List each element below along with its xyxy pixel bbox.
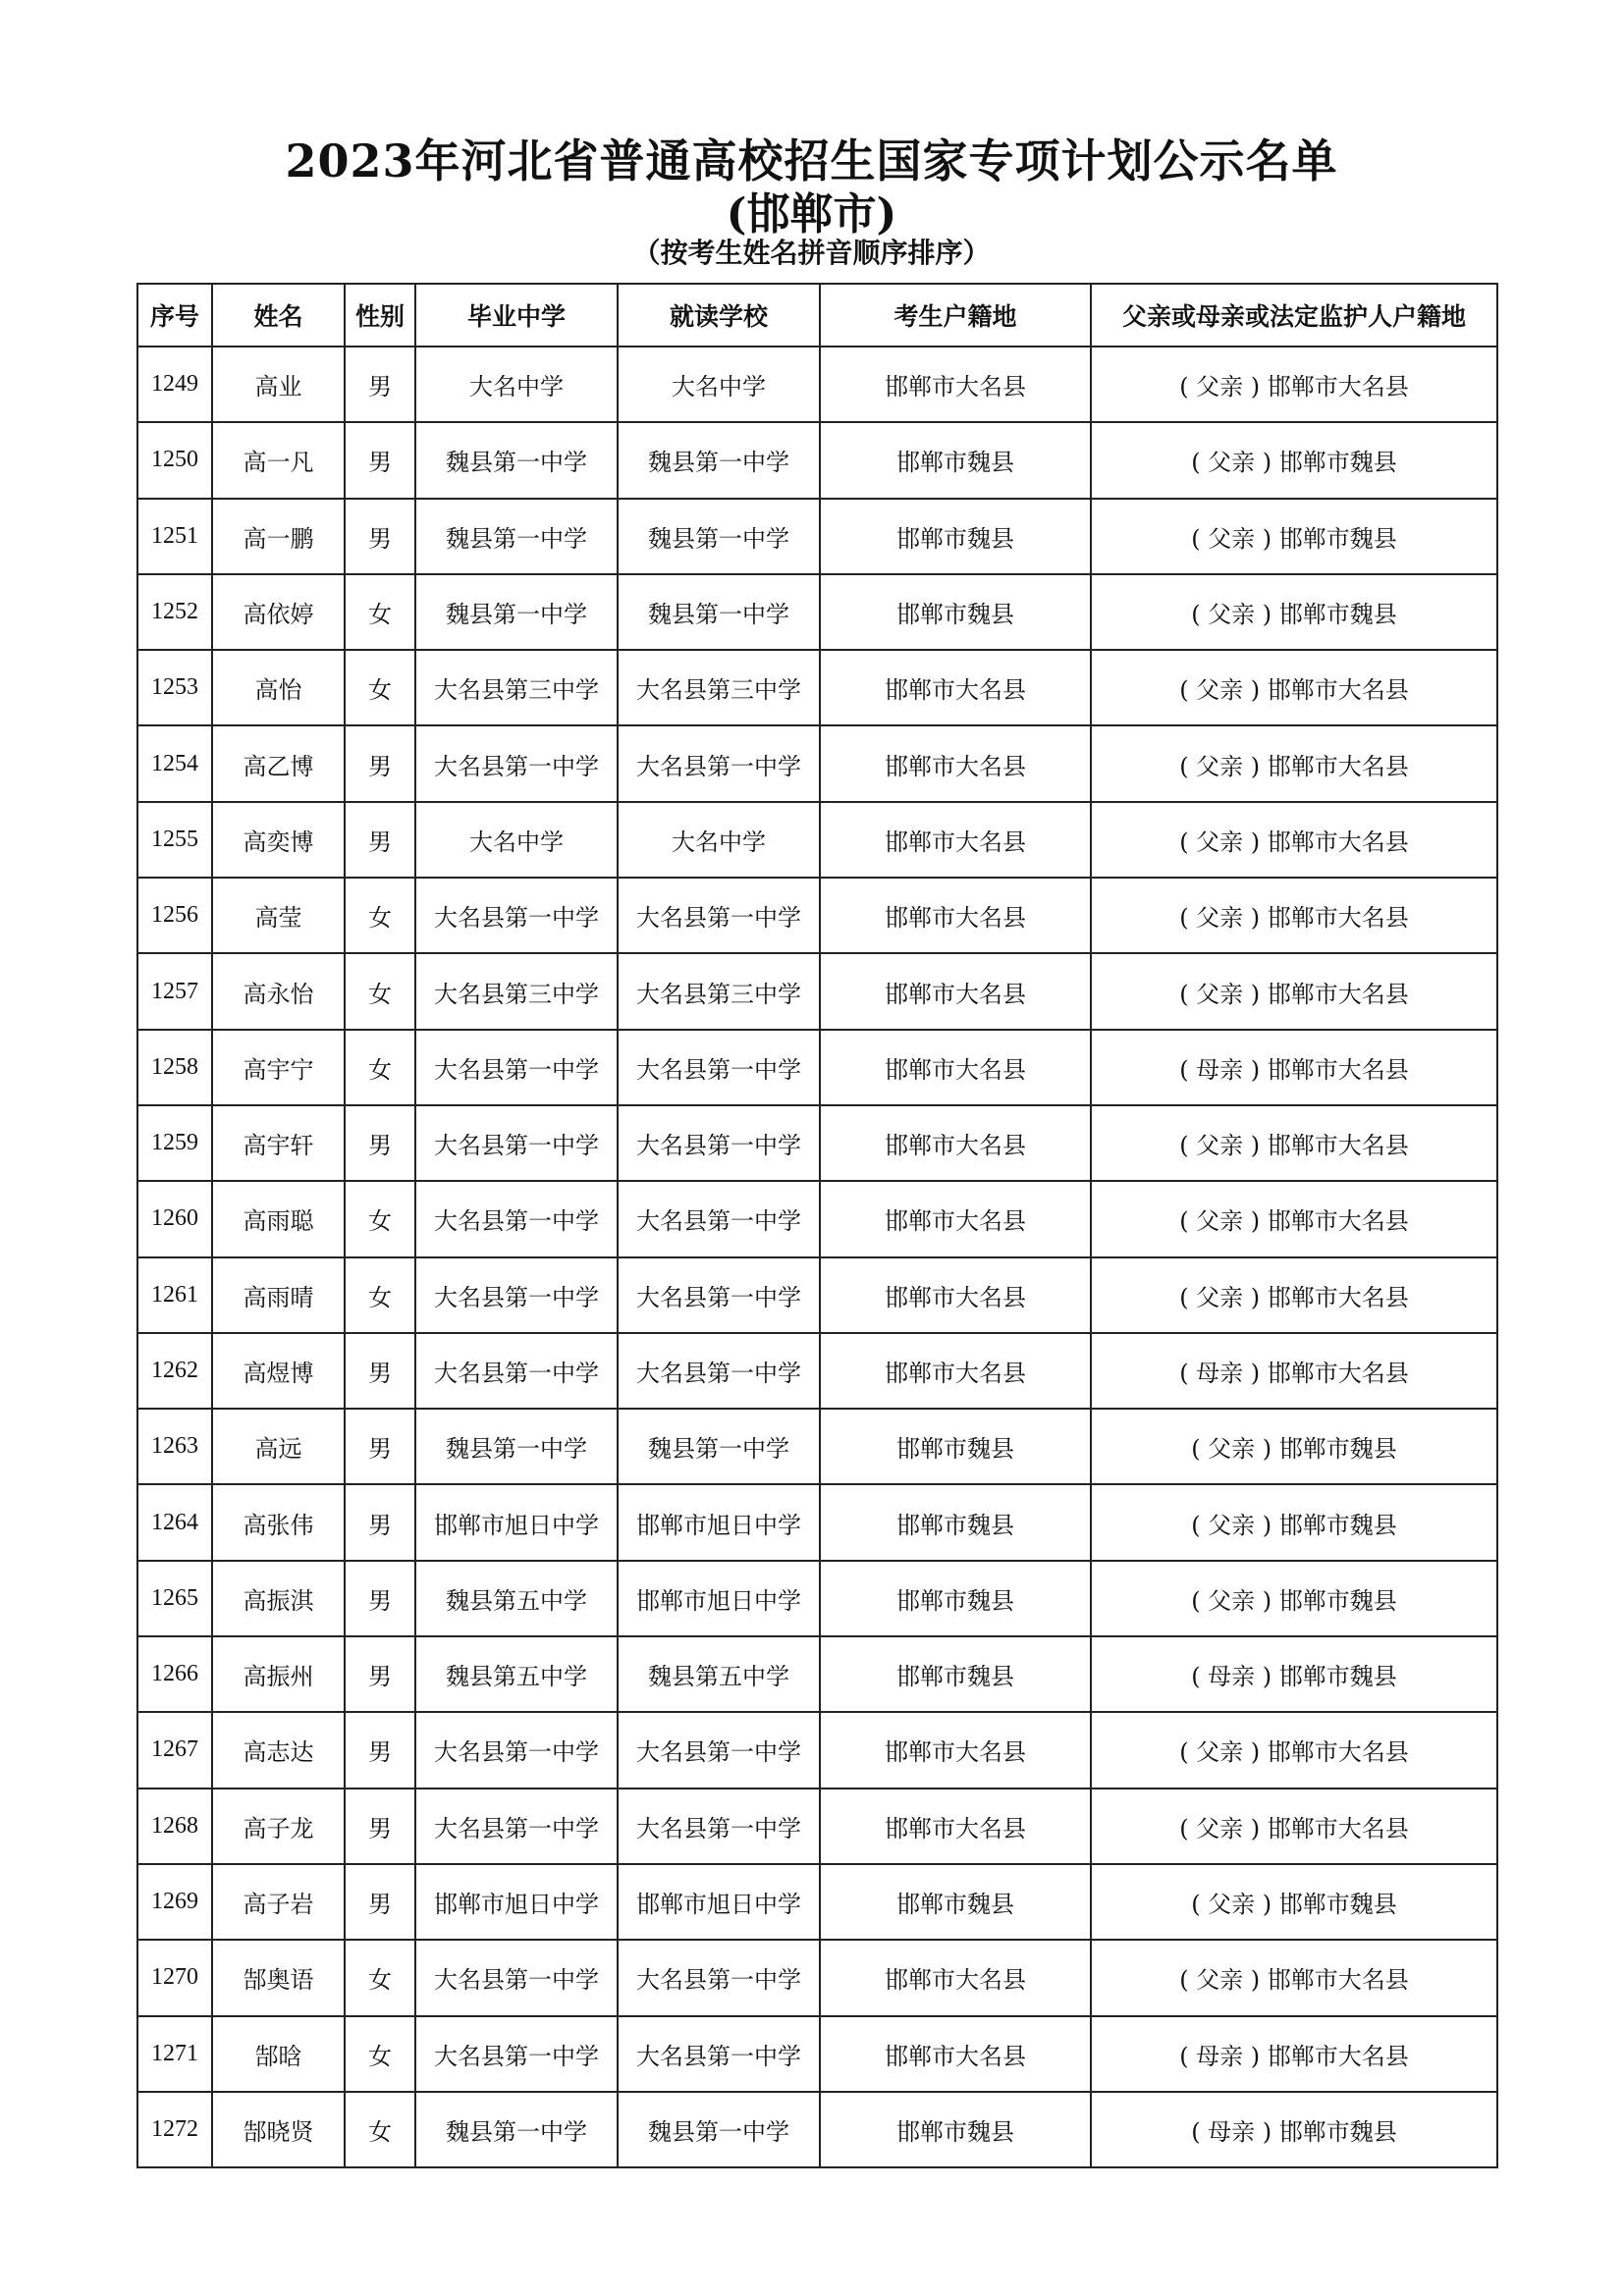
cell-current-school: 大名县第一中学 [618, 725, 820, 801]
cell-id: 1252 [137, 574, 212, 650]
cell-current-school: 大名县第一中学 [618, 1333, 820, 1409]
cell-current-school: 大名县第一中学 [618, 2016, 820, 2092]
table-row [137, 802, 1497, 878]
cell-grad-school: 大名县第一中学 [415, 1105, 618, 1181]
cell-gender: 男 [345, 347, 415, 422]
sort-note: （按考生姓名拼音顺序排序） [632, 237, 991, 269]
cell-name: 高一凡 [212, 422, 345, 498]
table-row [137, 1257, 1497, 1333]
cell-guardian-residence: ( 母亲 ) 邯郸市大名县 [1091, 1030, 1497, 1105]
cell-name: 高宇宁 [212, 1030, 345, 1105]
cell-current-school: 魏县第一中学 [618, 2092, 820, 2167]
table-row [137, 1864, 1497, 1940]
cell-name: 高煜博 [212, 1333, 345, 1409]
cell-name: 高振淇 [212, 1561, 345, 1636]
cell-guardian-residence: ( 父亲 ) 邯郸市大名县 [1091, 725, 1497, 801]
cell-name: 高依婷 [212, 574, 345, 650]
table-row [137, 1789, 1497, 1864]
cell-residence: 邯郸市大名县 [820, 1333, 1091, 1409]
cell-name: 郜晓贤 [212, 2092, 345, 2167]
cell-guardian-residence: ( 父亲 ) 邯郸市大名县 [1091, 878, 1497, 953]
cell-gender: 女 [345, 953, 415, 1029]
cell-id: 1254 [137, 725, 212, 801]
table-row [137, 1940, 1497, 2015]
cell-current-school: 大名县第一中学 [618, 878, 820, 953]
cell-id: 1249 [137, 347, 212, 422]
table-row [137, 953, 1497, 1029]
table-row [137, 1561, 1497, 1636]
cell-grad-school: 魏县第五中学 [415, 1636, 618, 1712]
table-row [137, 574, 1497, 650]
cell-grad-school: 大名县第一中学 [415, 878, 618, 953]
cell-current-school: 邯郸市旭日中学 [618, 1864, 820, 1940]
table-row [137, 1030, 1497, 1105]
header-grad-school: 毕业中学 [415, 284, 618, 347]
cell-current-school: 邯郸市旭日中学 [618, 1484, 820, 1560]
cell-id: 1268 [137, 1789, 212, 1864]
cell-grad-school: 大名县第一中学 [415, 1940, 618, 2015]
cell-id: 1251 [137, 499, 212, 574]
table-row [137, 725, 1497, 801]
cell-name: 高莹 [212, 878, 345, 953]
cell-grad-school: 魏县第五中学 [415, 1561, 618, 1636]
cell-current-school: 邯郸市旭日中学 [618, 1561, 820, 1636]
cell-guardian-residence: ( 父亲 ) 邯郸市大名县 [1091, 1940, 1497, 2015]
cell-id: 1271 [137, 2016, 212, 2092]
cell-grad-school: 魏县第一中学 [415, 2092, 618, 2167]
cell-id: 1269 [137, 1864, 212, 1940]
cell-gender: 男 [345, 1409, 415, 1484]
cell-id: 1265 [137, 1561, 212, 1636]
cell-id: 1267 [137, 1712, 212, 1788]
table-row [137, 1181, 1497, 1256]
cell-grad-school: 大名县第一中学 [415, 1333, 618, 1409]
cell-gender: 女 [345, 1181, 415, 1256]
cell-residence: 邯郸市大名县 [820, 1712, 1091, 1788]
header-name: 姓名 [212, 284, 345, 347]
cell-gender: 男 [345, 1712, 415, 1788]
cell-current-school: 魏县第一中学 [618, 574, 820, 650]
cell-guardian-residence: ( 父亲 ) 邯郸市大名县 [1091, 1181, 1497, 1256]
header-current-school: 就读学校 [618, 284, 820, 347]
cell-id: 1253 [137, 650, 212, 725]
cell-id: 1258 [137, 1030, 212, 1105]
cell-guardian-residence: ( 父亲 ) 邯郸市魏县 [1091, 1484, 1497, 1560]
cell-residence: 邯郸市魏县 [820, 1864, 1091, 1940]
cell-guardian-residence: ( 父亲 ) 邯郸市魏县 [1091, 499, 1497, 574]
cell-guardian-residence: ( 父亲 ) 邯郸市大名县 [1091, 347, 1497, 422]
table-row [137, 650, 1497, 725]
cell-name: 高志达 [212, 1712, 345, 1788]
cell-guardian-residence: ( 父亲 ) 邯郸市魏县 [1091, 1561, 1497, 1636]
cell-guardian-residence: ( 父亲 ) 邯郸市魏县 [1091, 422, 1497, 498]
cell-grad-school: 大名县第一中学 [415, 1257, 618, 1333]
cell-grad-school: 大名县第三中学 [415, 650, 618, 725]
table-body [137, 347, 1497, 2167]
cell-guardian-residence: ( 母亲 ) 邯郸市大名县 [1091, 2016, 1497, 2092]
cell-current-school: 魏县第一中学 [618, 422, 820, 498]
cell-residence: 邯郸市魏县 [820, 2092, 1091, 2167]
cell-current-school: 大名中学 [618, 347, 820, 422]
cell-grad-school: 大名县第三中学 [415, 953, 618, 1029]
cell-id: 1259 [137, 1105, 212, 1181]
cell-current-school: 魏县第五中学 [618, 1636, 820, 1712]
cell-guardian-residence: ( 父亲 ) 邯郸市大名县 [1091, 953, 1497, 1029]
cell-gender: 男 [345, 802, 415, 878]
roster-table [136, 283, 1498, 2168]
cell-gender: 男 [345, 1561, 415, 1636]
cell-grad-school: 魏县第一中学 [415, 422, 618, 498]
header-gender: 性别 [345, 284, 415, 347]
cell-gender: 女 [345, 2092, 415, 2167]
cell-current-school: 大名县第一中学 [618, 1789, 820, 1864]
table-row [137, 347, 1497, 422]
cell-current-school: 大名县第一中学 [618, 1030, 820, 1105]
cell-residence: 邯郸市魏县 [820, 422, 1091, 498]
cell-current-school: 大名县第一中学 [618, 1712, 820, 1788]
cell-id: 1272 [137, 2092, 212, 2167]
cell-id: 1255 [137, 802, 212, 878]
cell-residence: 邯郸市魏县 [820, 574, 1091, 650]
cell-guardian-residence: ( 父亲 ) 邯郸市大名县 [1091, 1105, 1497, 1181]
cell-gender: 男 [345, 1636, 415, 1712]
cell-grad-school: 大名中学 [415, 347, 618, 422]
cell-grad-school: 大名县第一中学 [415, 725, 618, 801]
cell-id: 1260 [137, 1181, 212, 1256]
cell-grad-school: 大名县第一中学 [415, 1181, 618, 1256]
cell-residence: 邯郸市大名县 [820, 2016, 1091, 2092]
cell-gender: 男 [345, 1789, 415, 1864]
cell-id: 1257 [137, 953, 212, 1029]
cell-residence: 邯郸市魏县 [820, 1636, 1091, 1712]
cell-gender: 女 [345, 878, 415, 953]
cell-gender: 女 [345, 1257, 415, 1333]
cell-guardian-residence: ( 父亲 ) 邯郸市大名县 [1091, 802, 1497, 878]
cell-current-school: 大名县第一中学 [618, 1105, 820, 1181]
cell-guardian-residence: ( 父亲 ) 邯郸市大名县 [1091, 1789, 1497, 1864]
cell-grad-school: 大名县第一中学 [415, 1789, 618, 1864]
header-id: 序号 [137, 284, 212, 347]
table-row [137, 1636, 1497, 1712]
cell-current-school: 大名县第三中学 [618, 953, 820, 1029]
cell-id: 1266 [137, 1636, 212, 1712]
cell-grad-school: 邯郸市旭日中学 [415, 1484, 618, 1560]
cell-grad-school: 大名县第一中学 [415, 1030, 618, 1105]
cell-name: 高乙博 [212, 725, 345, 801]
cell-name: 郜奥语 [212, 1940, 345, 2015]
cell-current-school: 大名中学 [618, 802, 820, 878]
cell-residence: 邯郸市魏县 [820, 1484, 1091, 1560]
cell-residence: 邯郸市大名县 [820, 347, 1091, 422]
cell-guardian-residence: ( 母亲 ) 邯郸市魏县 [1091, 1636, 1497, 1712]
cell-name: 高远 [212, 1409, 345, 1484]
cell-name: 高一鹏 [212, 499, 345, 574]
table-row [137, 1409, 1497, 1484]
cell-name: 高怡 [212, 650, 345, 725]
cell-grad-school: 魏县第一中学 [415, 1409, 618, 1484]
cell-grad-school: 大名县第一中学 [415, 1712, 618, 1788]
cell-residence: 邯郸市魏县 [820, 499, 1091, 574]
cell-id: 1261 [137, 1257, 212, 1333]
cell-id: 1250 [137, 422, 212, 498]
cell-gender: 男 [345, 422, 415, 498]
cell-residence: 邯郸市大名县 [820, 650, 1091, 725]
table-row [137, 1105, 1497, 1181]
cell-id: 1264 [137, 1484, 212, 1560]
cell-residence: 邯郸市大名县 [820, 725, 1091, 801]
cell-guardian-residence: ( 父亲 ) 邯郸市大名县 [1091, 650, 1497, 725]
cell-gender: 男 [345, 1105, 415, 1181]
cell-current-school: 大名县第一中学 [618, 1181, 820, 1256]
cell-grad-school: 魏县第一中学 [415, 499, 618, 574]
cell-name: 郜晗 [212, 2016, 345, 2092]
cell-guardian-residence: ( 母亲 ) 邯郸市大名县 [1091, 1333, 1497, 1409]
cell-residence: 邯郸市魏县 [820, 1409, 1091, 1484]
cell-guardian-residence: ( 母亲 ) 邯郸市魏县 [1091, 2092, 1497, 2167]
cell-grad-school: 邯郸市旭日中学 [415, 1864, 618, 1940]
cell-gender: 男 [345, 499, 415, 574]
cell-current-school: 大名县第三中学 [618, 650, 820, 725]
cell-gender: 男 [345, 1484, 415, 1560]
cell-residence: 邯郸市大名县 [820, 1105, 1091, 1181]
table-header-row [137, 284, 1497, 347]
cell-gender: 女 [345, 650, 415, 725]
table-row [137, 878, 1497, 953]
cell-current-school: 魏县第一中学 [618, 1409, 820, 1484]
cell-name: 高永怡 [212, 953, 345, 1029]
cell-residence: 邯郸市大名县 [820, 1181, 1091, 1256]
document-subtitle: (邯郸市) [726, 189, 897, 240]
cell-name: 高宇轩 [212, 1105, 345, 1181]
cell-gender: 女 [345, 1940, 415, 2015]
table-row [137, 1712, 1497, 1788]
cell-id: 1256 [137, 878, 212, 953]
cell-gender: 男 [345, 725, 415, 801]
cell-guardian-residence: ( 父亲 ) 邯郸市魏县 [1091, 574, 1497, 650]
cell-name: 高子龙 [212, 1789, 345, 1864]
cell-grad-school: 大名县第一中学 [415, 2016, 618, 2092]
table-row [137, 422, 1497, 498]
table-row [137, 2092, 1497, 2167]
cell-name: 高雨晴 [212, 1257, 345, 1333]
cell-name: 高张伟 [212, 1484, 345, 1560]
cell-name: 高业 [212, 347, 345, 422]
cell-id: 1262 [137, 1333, 212, 1409]
table-row [137, 2016, 1497, 2092]
cell-id: 1270 [137, 1940, 212, 2015]
table-row [137, 1484, 1497, 1560]
cell-grad-school: 大名中学 [415, 802, 618, 878]
cell-grad-school: 魏县第一中学 [415, 574, 618, 650]
cell-guardian-residence: ( 父亲 ) 邯郸市魏县 [1091, 1864, 1497, 1940]
document-title: 2023年河北省普通高校招生国家专项计划公示名单 [285, 134, 1338, 187]
table-row [137, 499, 1497, 574]
cell-current-school: 大名县第一中学 [618, 1257, 820, 1333]
table-row [137, 1333, 1497, 1409]
cell-gender: 女 [345, 2016, 415, 2092]
cell-residence: 邯郸市魏县 [820, 1561, 1091, 1636]
cell-gender: 女 [345, 1030, 415, 1105]
cell-name: 高雨聪 [212, 1181, 345, 1256]
cell-id: 1263 [137, 1409, 212, 1484]
cell-residence: 邯郸市大名县 [820, 1940, 1091, 2015]
cell-residence: 邯郸市大名县 [820, 878, 1091, 953]
cell-residence: 邯郸市大名县 [820, 802, 1091, 878]
cell-residence: 邯郸市大名县 [820, 1257, 1091, 1333]
cell-name: 高子岩 [212, 1864, 345, 1940]
cell-gender: 男 [345, 1333, 415, 1409]
cell-name: 高振州 [212, 1636, 345, 1712]
cell-current-school: 大名县第一中学 [618, 1940, 820, 2015]
cell-guardian-residence: ( 父亲 ) 邯郸市大名县 [1091, 1712, 1497, 1788]
header-residence: 考生户籍地 [820, 284, 1091, 347]
cell-residence: 邯郸市大名县 [820, 1789, 1091, 1864]
cell-current-school: 魏县第一中学 [618, 499, 820, 574]
cell-guardian-residence: ( 父亲 ) 邯郸市大名县 [1091, 1257, 1497, 1333]
header-guardian-residence: 父亲或母亲或法定监护人户籍地 [1091, 284, 1497, 347]
cell-guardian-residence: ( 父亲 ) 邯郸市魏县 [1091, 1409, 1497, 1484]
cell-residence: 邯郸市大名县 [820, 1030, 1091, 1105]
cell-name: 高奕博 [212, 802, 345, 878]
cell-residence: 邯郸市大名县 [820, 953, 1091, 1029]
cell-gender: 男 [345, 1864, 415, 1940]
cell-gender: 女 [345, 574, 415, 650]
